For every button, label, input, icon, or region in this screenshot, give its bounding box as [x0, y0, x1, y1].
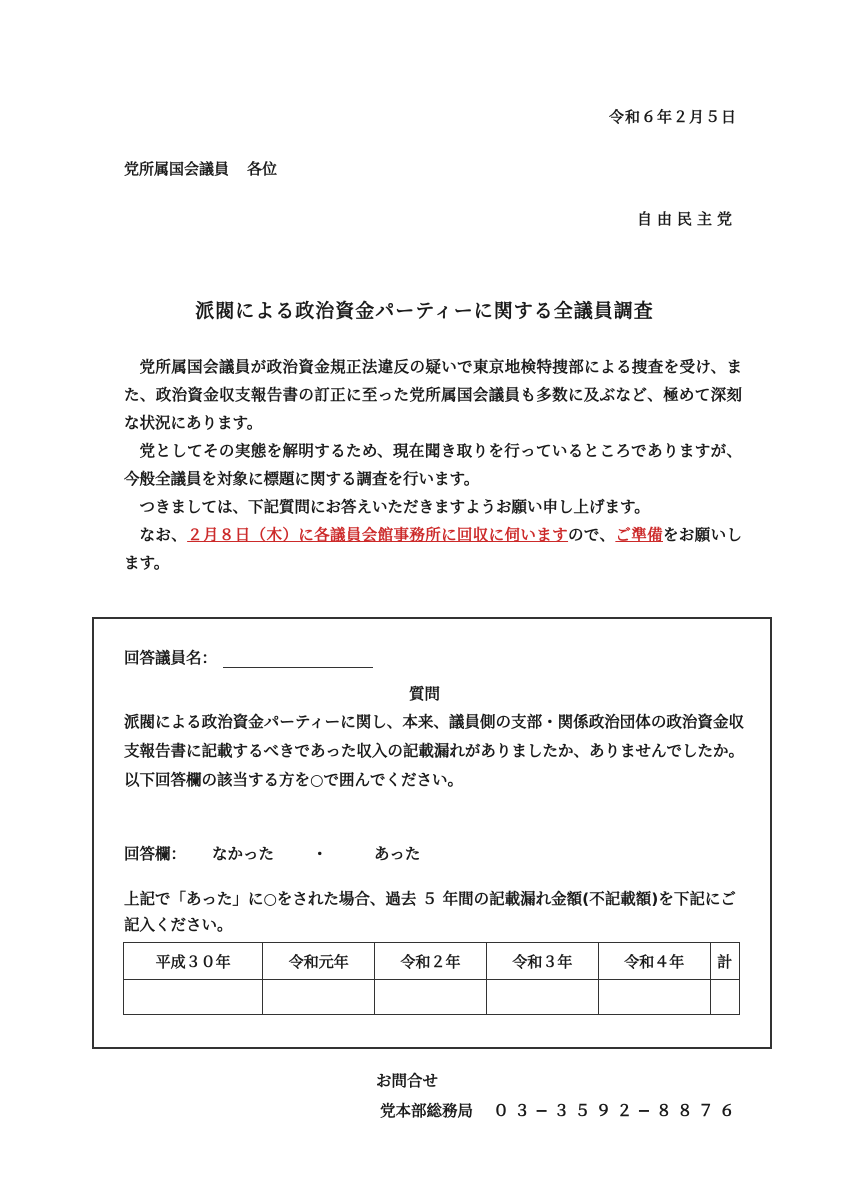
amount-table-entry-row — [124, 980, 740, 1015]
body-text — [124, 353, 742, 577]
question-title: 質問 — [408, 685, 440, 703]
recipient-suffix: 各位 — [247, 160, 278, 178]
amount-table-header: 令和元年 — [263, 943, 375, 980]
body-paragraph-1: 党所属国会議員が政治資金規正法違反の疑いで東京地検特捜部による捜査を受け、また、政治資金収支報告書の訂正に至った党所属国会議員も多数に及ぶなど、極めて深刻な状況にあります。 — [124, 358, 742, 432]
contact-block — [376, 1066, 740, 1126]
amount-table-header: 平成３０年 — [124, 943, 263, 980]
contact-phone: ０３−３５９２−８８７６ — [493, 1101, 740, 1120]
answer-name-label: 回答議員名： — [124, 649, 218, 667]
answer-option-no[interactable]: なかった — [212, 845, 275, 863]
contact-line — [376, 1096, 740, 1126]
contact-title: お問合せ — [376, 1072, 439, 1090]
amount-table-header: 令和２年 — [375, 943, 487, 980]
amount-cell-total[interactable] — [710, 980, 739, 1015]
question-text: 派閥による政治資金パーティーに関し、本来、議員側の支部・関係政治団体の政治資金収支報告書に記載するべきであった収入の記載漏れがありましたか、ありませんでしたか。以下回答欄の該当する方を○で囲んでください。 — [124, 713, 744, 789]
body-paragraph-2: 党としてその実態を解明するため、現在聞き取りを行っているところでありますが、今般全議員を対象に標題に関する調査を行います。 — [124, 442, 742, 488]
amount-cell-r2[interactable] — [375, 980, 487, 1015]
body-paragraph-3: つきましては、下記質問にお答えいただきますようお願い申し上げます。 — [139, 498, 650, 516]
body-p4-pre: なお、 — [139, 526, 188, 544]
amount-table-header: 計 — [710, 943, 739, 980]
answer-name-row — [124, 646, 373, 668]
body-p4-mid: ので、 — [568, 526, 616, 544]
document-date: 令和６年２月５日 — [608, 108, 737, 126]
amount-cell-h30[interactable] — [124, 980, 263, 1015]
answer-row — [124, 842, 420, 864]
amount-cell-r3[interactable] — [486, 980, 598, 1015]
answer-separator: ・ — [312, 845, 328, 863]
amount-table — [123, 942, 740, 1015]
amount-table-header-row — [124, 943, 740, 980]
preparation-highlight: ご準備 — [615, 526, 663, 544]
amount-instruction: 上記で「あった」に○をされた場合、過去 ５ 年間の記載漏れ金額(不記載額)を下記にご記入ください。 — [124, 890, 736, 934]
sender-name: 自由民主党 — [636, 210, 737, 228]
collection-date-highlight: ２月８日（木）に各議員会館事務所に回収に伺います — [187, 526, 569, 544]
answer-name-field[interactable] — [223, 651, 373, 668]
body-paragraph-4 — [124, 521, 742, 577]
document-title: 派閥による政治資金パーティーに関する全議員調査 — [195, 300, 654, 322]
recipient-line — [124, 158, 277, 179]
answer-label: 回答欄： — [124, 845, 187, 863]
answer-option-yes[interactable]: あった — [374, 845, 421, 863]
contact-department: 党本部総務局 — [380, 1102, 474, 1120]
recipient-name: 党所属国会議員 — [124, 160, 230, 178]
amount-cell-r1[interactable] — [263, 980, 375, 1015]
body-p4-post: をお願いします。 — [124, 526, 742, 572]
amount-table-header: 令和４年 — [598, 943, 710, 980]
amount-table-header: 令和３年 — [486, 943, 598, 980]
amount-cell-r4[interactable] — [598, 980, 710, 1015]
